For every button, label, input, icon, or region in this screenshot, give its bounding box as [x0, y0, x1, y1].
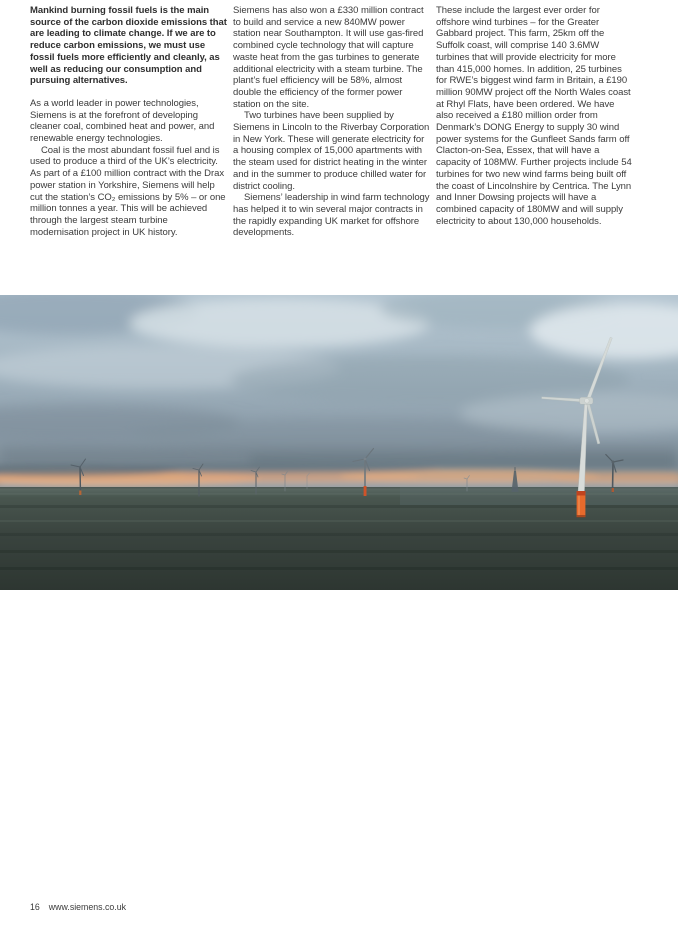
body-paragraph: As a world leader in power technologies, Siemens is at the forefront of developing cleaner coal, combined heat and power, and renewable energy technologies.: [30, 97, 215, 145]
text-column-1: [30, 5, 227, 238]
website-url: www.siemens.co.uk: [48, 902, 127, 912]
body-paragraph: Coal is the most abundant fossil fuel and is used to produce a third of the UK’s electricity. As part of a £100 million contract with the Drax power station in Yorkshire, Siemens will help cut the station’s CO₂ emissions by 5% – or one million tonnes a year. This will be achieved through the largest steam turbine modernisation project in UK history.: [30, 144, 226, 238]
page-number: 16: [30, 902, 40, 912]
text-column-2: [233, 5, 430, 239]
body-paragraph: Siemens’ leadership in wind farm technology has helped it to win several major contracts in the rapidly expanding UK market for offshore developments.: [233, 192, 430, 239]
offshore-wind-farm-photo: [0, 295, 678, 590]
photo-sky: [0, 295, 678, 488]
intro-paragraph: Mankind burning fossil fuels is the main source of the carbon dioxide emissions that are leading to climate change. If we are to reduce carbon emissions, we must use fossil fuels more efficiently and cleanly, as well as reducing our consumption and pursuing alternatives.: [30, 5, 227, 87]
text-column-3: [436, 5, 633, 227]
body-paragraph: These include the largest ever order for offshore wind turbines – for the Greater Gabbard project. This farm, 25km off the Suffolk coast, will comprise 140 3.6MW turbines that will provide electricity for more than 415,000 homes. In addition, 25 turbines for RWE’s biggest wind farm in Britain, a £190 million 90MW project off the North Wales coast at Rhyl Flats, have been ordered. We have also received a £180 million order from Denmark’s DONG Energy to supply 30 wind power systems for the Gunfleet Sands farm off Clacton-on-Sea, Essex, that will have a capacity of 108MW. Further projects include 54 turbines for two new wind farms being built off the coast of Lincolnshire by Centrica. The Lynn and Inner Dowsing projects will have a combined capacity of 180MW and will supply electricity to about 130,000 households.: [436, 5, 632, 227]
body-paragraph: Siemens has also won a £330 million contract to build and service a new 840MW power station near Southampton. It will use gas-fired combined cycle technology that will capture waste heat from the gas turbines to generate additional electricity with a steam turbine. The plant’s fuel efficiency will be 58%, almost double the efficiency of the former power station on the site.: [233, 5, 424, 110]
body-paragraph: Two turbines have been supplied by Siemens in Lincoln to the Riverbay Corporation in New York. These will generate electricity for a housing complex of 15,000 apartments with the steam used for district heating in the winter and in the summer to produce chilled water for district cooling.: [233, 110, 430, 192]
photo-sea: [0, 487, 678, 590]
page-footer: [30, 902, 126, 912]
